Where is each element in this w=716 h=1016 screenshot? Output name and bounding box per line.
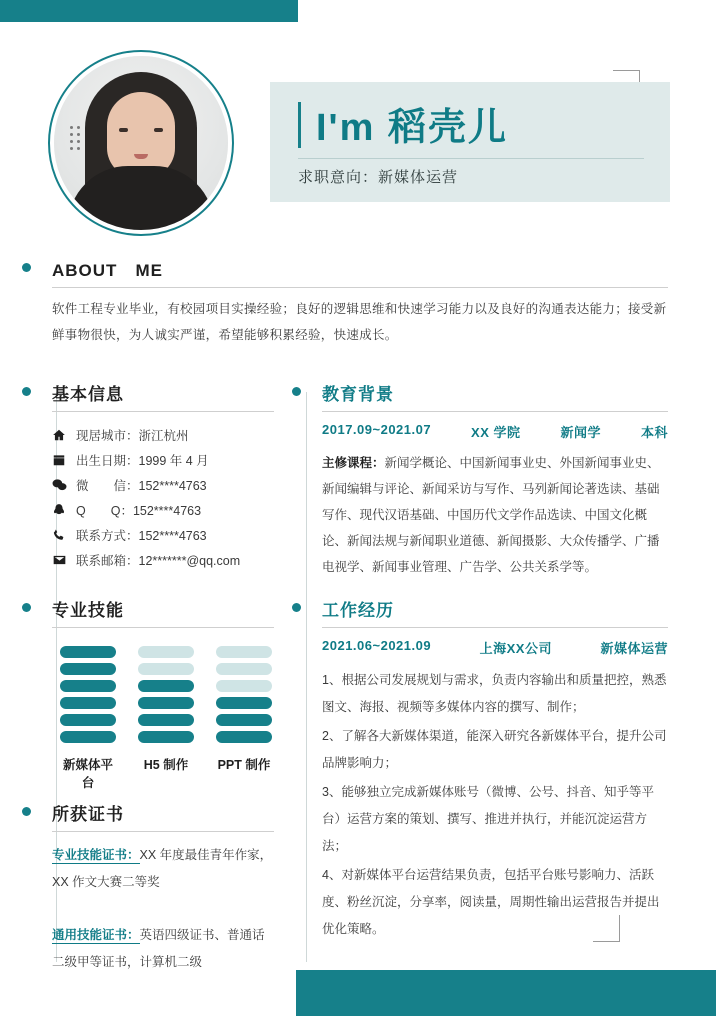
- decor-right-rail: [306, 392, 307, 962]
- work-duty-item: 1、根据公司发展规划与需求，负责内容输出和质量把控，熟悉图文、海报、视频等多媒体内容的撰写、制作；: [322, 673, 667, 714]
- certificate-key: 通用技能证书：: [52, 928, 140, 942]
- skill-label: 新媒体平台: [62, 758, 113, 790]
- divider: [322, 627, 668, 628]
- info-text: Q Q：152****4763: [76, 503, 202, 518]
- info-text: 联系邮箱：12*******@qq.com: [76, 553, 241, 568]
- work-period: 2021.06~2021.09: [322, 638, 432, 653]
- phone-icon: [52, 528, 76, 542]
- section-bullet: [292, 387, 301, 396]
- section-title-skills: 专业技能: [52, 601, 124, 620]
- section-title-education: 教育背景: [322, 385, 394, 404]
- section-bullet: [22, 603, 31, 612]
- info-text: 出生日期：1999 年 4 月: [76, 453, 209, 468]
- wechat-icon: [52, 478, 76, 492]
- certificate-value: XX 年度最佳青年作家，XX 作文大赛二等奖: [52, 848, 273, 889]
- education-courses-text: 新闻学概论、中国新闻事业史、外国新闻事业史、新闻编辑与评论、新闻采访与写作、马列新闻论著选读、基础写作、现代汉语基础、中国历代文学作品选读、中国文化概论、新闻法规与新闻职业道德、新闻摄影、大众传播学、广播电视学、新闻事业管理、广告学、公共关系学等。: [322, 456, 660, 574]
- section-basic-info: [52, 380, 274, 572]
- section-certificates: [52, 800, 274, 976]
- list-item: [52, 422, 274, 447]
- list-item: [52, 547, 274, 572]
- section-title-certificates: 所获证书: [52, 805, 124, 824]
- section-title-work: 工作经历: [322, 601, 394, 620]
- list-item: [52, 497, 274, 522]
- divider: [298, 158, 644, 159]
- skill-item: [216, 646, 272, 791]
- name-banner: [270, 82, 670, 202]
- work-role: 新媒体运营: [600, 641, 668, 656]
- divider: [322, 411, 668, 412]
- job-intent: 求职意向：新媒体运营: [298, 169, 459, 186]
- decor-top-bar: [0, 0, 298, 22]
- skill-bar-group: [52, 646, 274, 791]
- info-text: 现居城市：浙江杭州: [76, 428, 189, 443]
- about-text: 软件工程专业毕业，有校园项目实操经验；良好的逻辑思维和快速学习能力以及良好的沟通表达能力；接受新鲜事物很快，为人诚实严谨，希望能够积累经验，快速成长。: [52, 302, 667, 342]
- certificate-key: 专业技能证书：: [52, 848, 140, 862]
- education-row-header: [322, 422, 668, 441]
- mail-icon: [52, 553, 76, 567]
- work-duties: [322, 667, 668, 943]
- divider: [52, 411, 274, 412]
- skill-item: [138, 646, 194, 791]
- info-text: 联系方式：152****4763: [76, 528, 207, 543]
- work-duty-item: 2、了解各大新媒体渠道，能深入研究各新媒体平台，提升公司品牌影响力；: [322, 729, 667, 770]
- education-degree: 本科: [640, 425, 668, 440]
- skill-label: H5 制作: [143, 758, 189, 772]
- work-row-header: [322, 638, 668, 657]
- work-duty-item: 4、对新媒体平台运营结果负责，包括平台账号影响力、活跃度、粉丝沉淀，分享率，阅读量，周期性输出运营报告并提出优化策略。: [322, 868, 660, 936]
- certificate-item: [52, 922, 274, 976]
- info-text: 微 信：152****4763: [76, 478, 207, 493]
- skill-label: PPT 制作: [217, 758, 271, 772]
- certificate-value: 英语四级证书、普通话二级甲等证书，计算机二级: [52, 928, 265, 969]
- home-icon: [52, 428, 76, 442]
- divider: [52, 831, 274, 832]
- education-period: 2017.09~2021.07: [322, 422, 432, 437]
- list-item: [52, 447, 274, 472]
- section-bullet: [22, 263, 31, 272]
- certificate-item: [52, 842, 274, 896]
- info-list: [52, 422, 274, 572]
- page-title: I'm 稻壳儿: [316, 107, 508, 149]
- work-duty-item: 3、能够独立完成新媒体账号（微博、公号、抖音、知乎等平台）运营方案的策划、撰写、推进并执行，并能沉淀运营方法；: [322, 785, 654, 853]
- decor-name-rule: [298, 102, 301, 148]
- section-title-basic-info: 基本信息: [52, 385, 124, 404]
- decor-dots-icon: [70, 126, 84, 148]
- qq-icon: [52, 503, 76, 517]
- section-bullet: [22, 807, 31, 816]
- divider: [52, 627, 274, 628]
- section-bullet: [292, 603, 301, 612]
- section-bullet: [22, 387, 31, 396]
- section-skills: [52, 596, 274, 791]
- list-item: [52, 522, 274, 547]
- education-courses: [322, 450, 668, 580]
- section-about: [52, 256, 668, 348]
- education-school: XX 学院: [471, 425, 521, 440]
- divider: [52, 287, 668, 288]
- skill-item: [60, 646, 116, 791]
- decor-bottom-bar: [296, 970, 716, 1016]
- section-work: [322, 596, 668, 945]
- work-company: 上海XX公司: [479, 641, 552, 656]
- resume-header: [0, 40, 716, 220]
- list-item: [52, 472, 274, 497]
- education-major: 新闻学: [560, 425, 601, 440]
- education-courses-label: 主修课程：: [322, 456, 385, 470]
- calendar-icon: [52, 453, 76, 467]
- section-education: [322, 380, 668, 580]
- section-title-about: ABOUT ME: [52, 261, 163, 280]
